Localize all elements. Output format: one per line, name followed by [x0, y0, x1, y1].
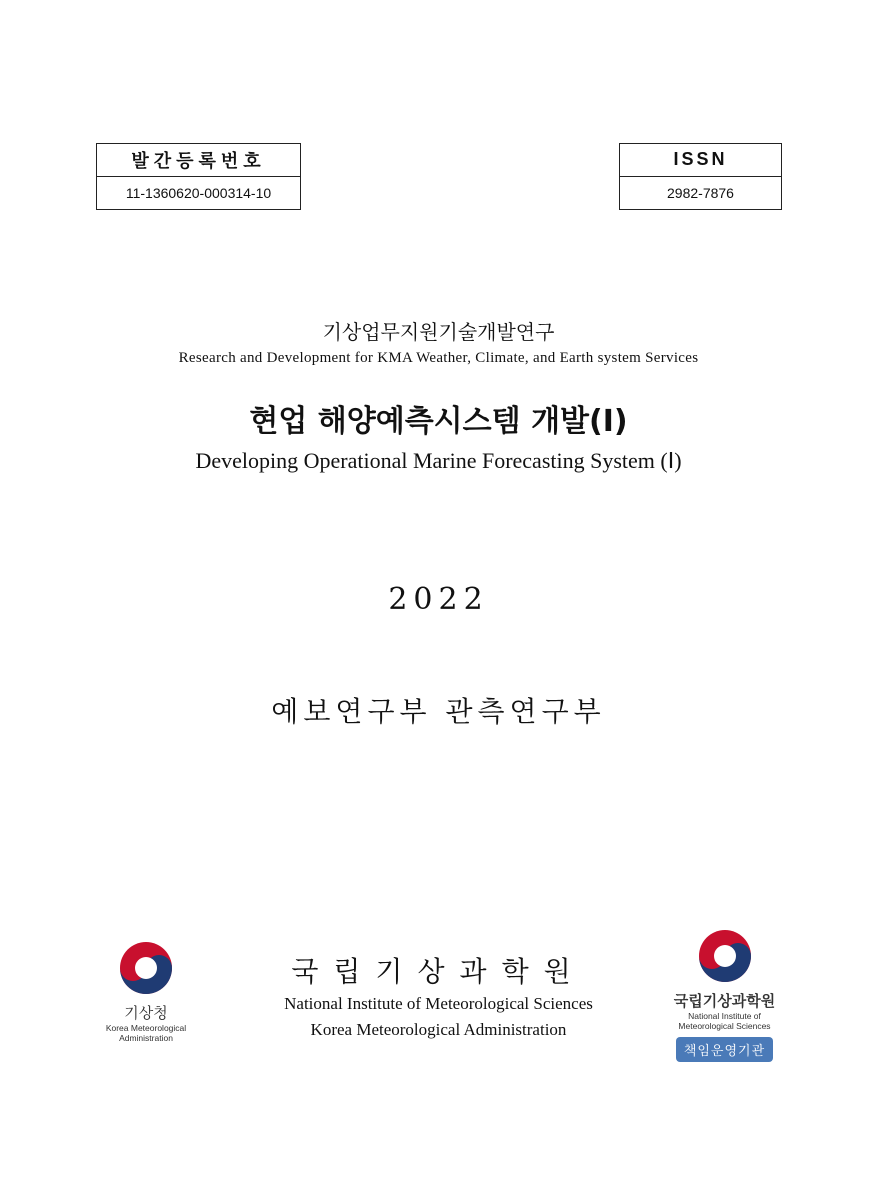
issn-value-cell [620, 177, 781, 210]
issn-box [619, 143, 782, 210]
publication-year: 2022 [388, 582, 489, 617]
nims-logo-english: National Institute of Meteorological Sciences [678, 1011, 771, 1031]
institute-name-english: National Institute of Meteorological Sciences [284, 994, 593, 1013]
taegeuk-emblem-icon [118, 940, 174, 996]
report-title-korean: 현업 해양예측시스템 개발(Ⅰ) [249, 404, 628, 439]
report-title-english: Developing Operational Marine Forecasting System (Ⅰ) [195, 448, 682, 473]
kma-logo [96, 940, 196, 1043]
nims-logo [662, 928, 787, 1062]
taegeuk-emblem-icon [697, 928, 753, 984]
registration-label: 발간등록번호 [131, 150, 266, 172]
nims-logo-korean: 국립기상과학원 [673, 992, 776, 1010]
issn-label-cell [620, 144, 781, 177]
issn-number: 2982-7876 [667, 184, 734, 201]
agency-name-english: Korea Meteorological Administration [310, 1020, 567, 1039]
institute-name-korean: 국립기상과학원 [291, 955, 586, 988]
kma-logo-korean: 기상청 [124, 1004, 168, 1022]
departments: 예보연구부 관측연구부 [271, 695, 606, 728]
series-title-korean: 기상업무지원기술개발연구 [322, 320, 555, 344]
registration-label-cell [97, 144, 300, 177]
registration-number: 11-1360620-000314-10 [125, 184, 272, 201]
registration-number-box [96, 143, 301, 210]
kma-logo-english: Korea Meteorological Administration [105, 1023, 187, 1043]
responsible-agency-badge: 책임운영기관 [676, 1037, 773, 1062]
issn-label: ISSN [673, 149, 728, 170]
registration-value-cell [97, 177, 300, 210]
series-title-english: Research and Development for KMA Weather, Climate, and Earth system Services [178, 350, 699, 366]
